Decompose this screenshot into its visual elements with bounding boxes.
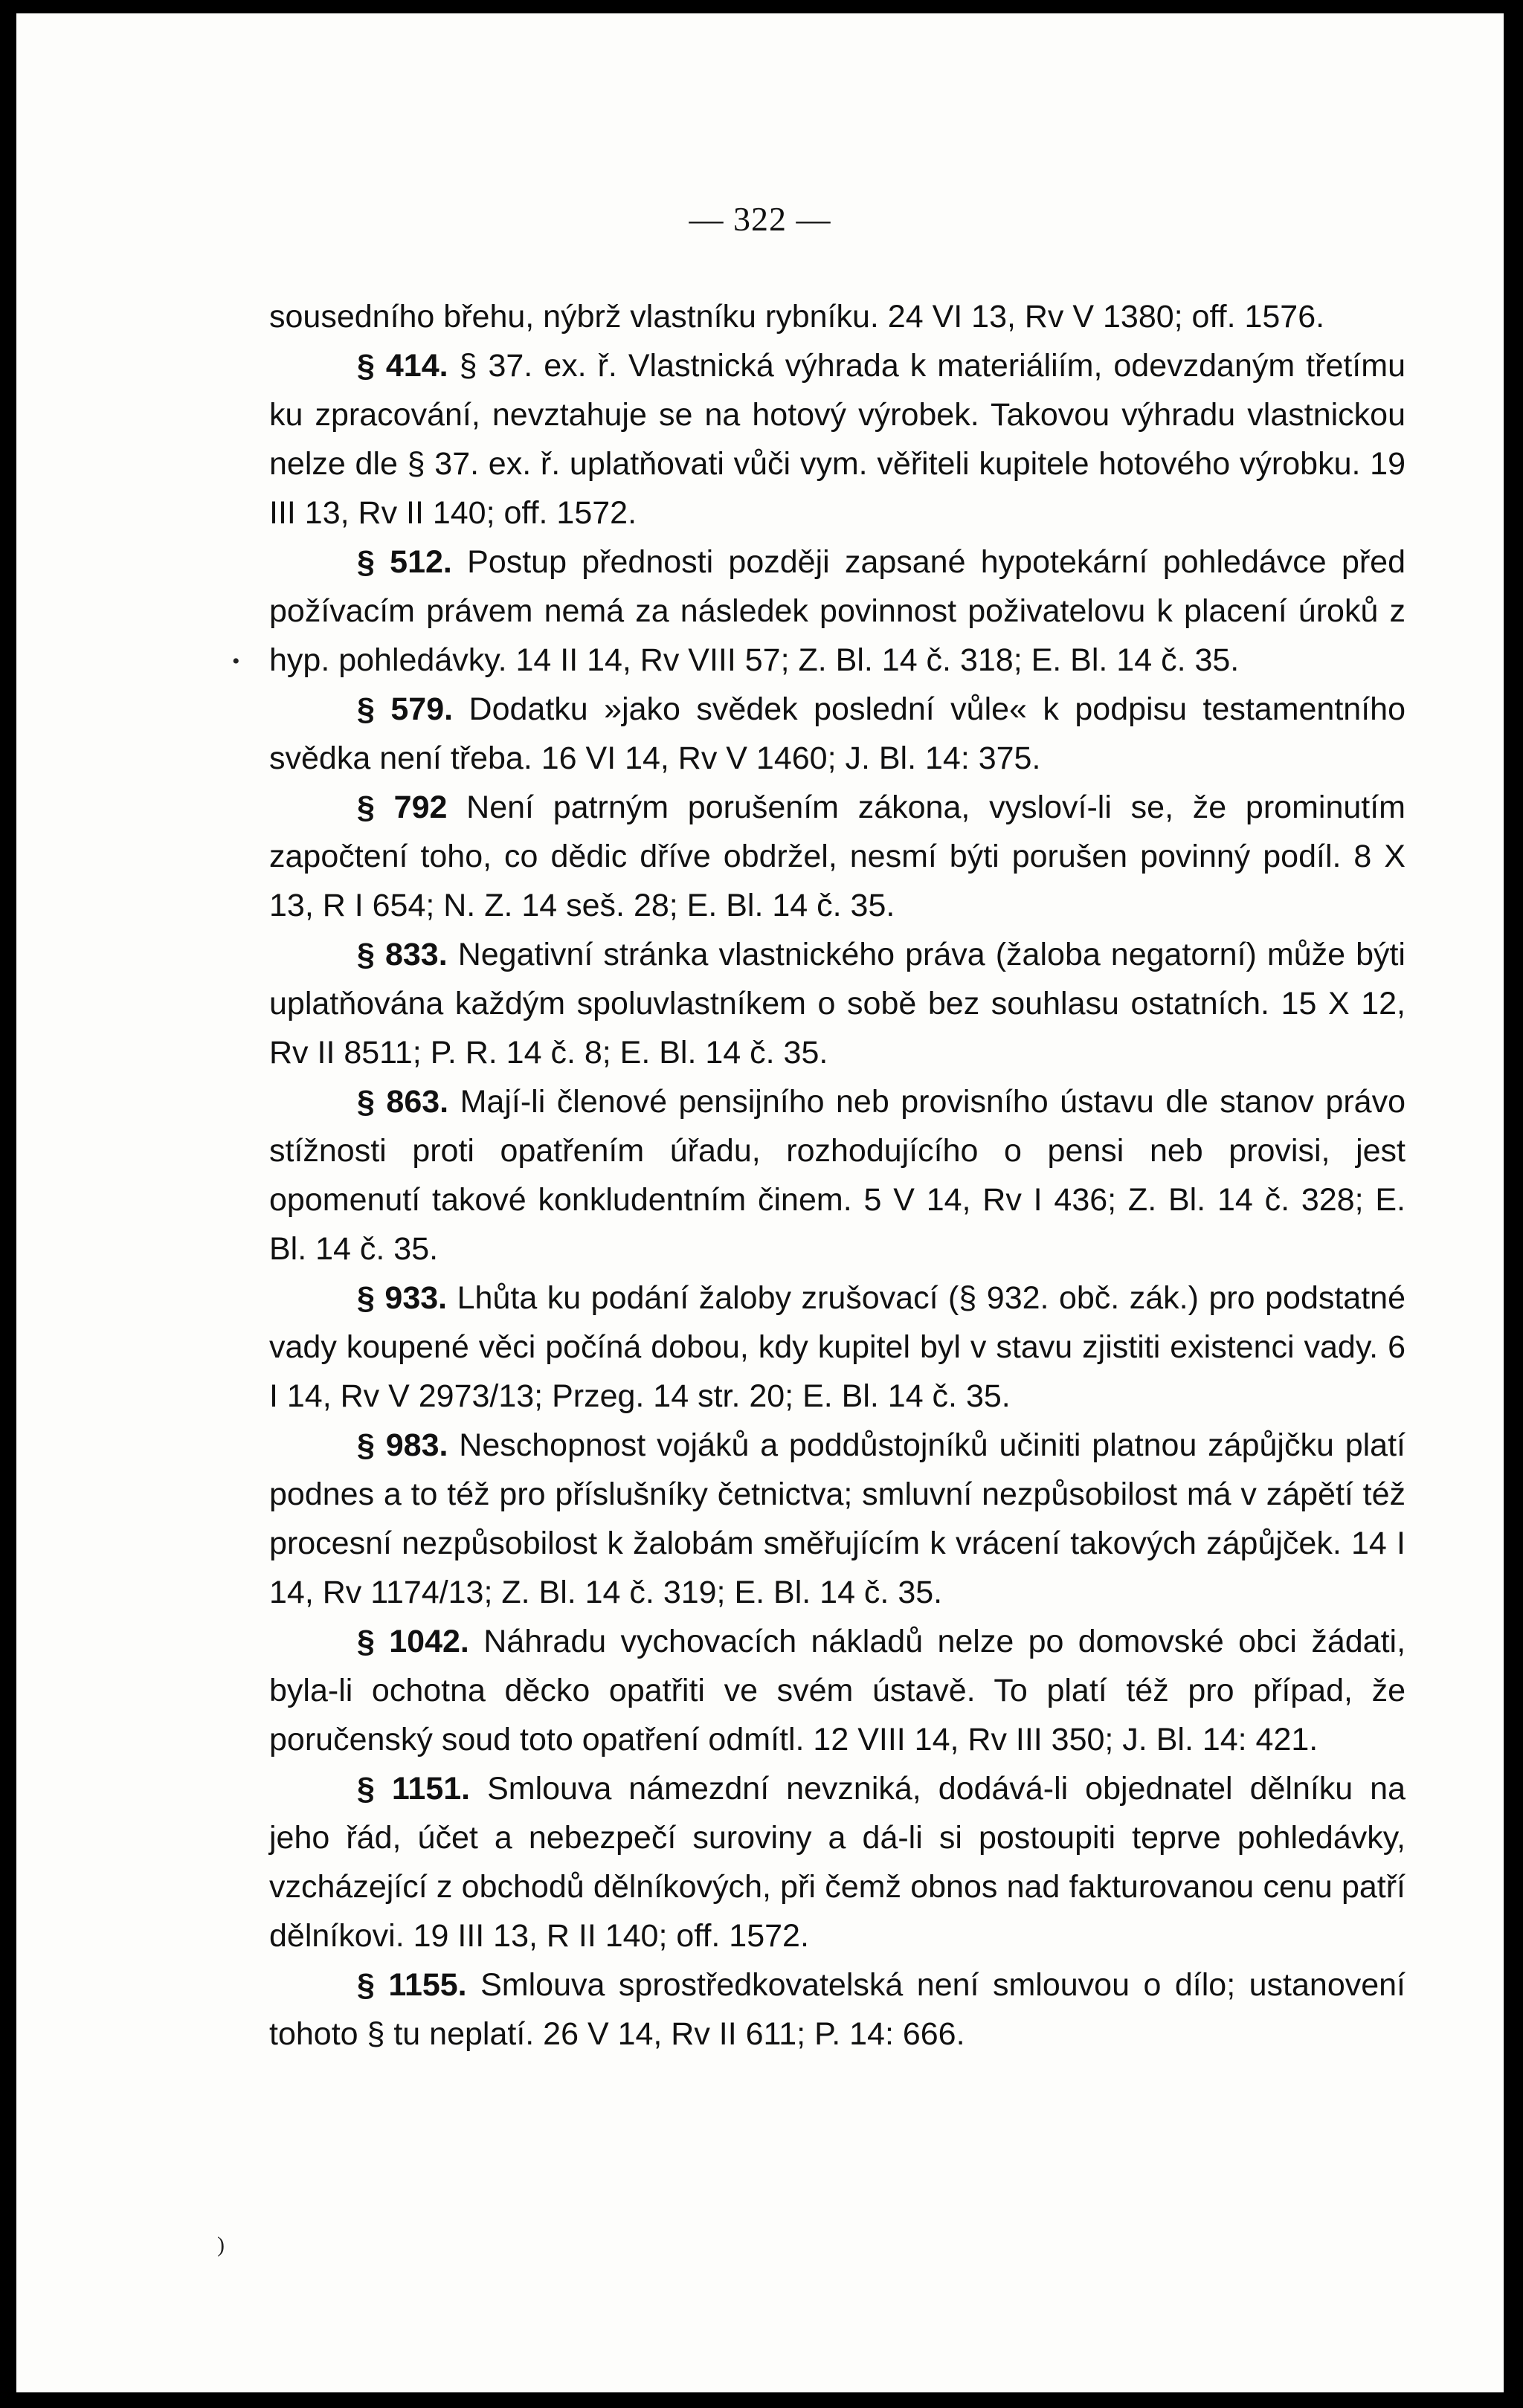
section-number: § 833. xyxy=(357,937,448,972)
page-number: — 322 — xyxy=(689,200,831,238)
section-number: § 1042. xyxy=(357,1624,469,1659)
section-number: § 512. xyxy=(357,544,452,580)
paragraph-text: Smlouva sprostředkovatelská není smlouvou o dílo; ustanovení tohoto § tu neplatí. 26 V 14, Rv II 611; P. 14: 666. xyxy=(269,1967,1406,2052)
paragraph-text: Není patrným porušením zákona, vysloví-li se, že prominutím započtení toho, co dědic dříve obdržel, nesmí býti porušen povinný podíl. 8 X 13, R I 654; N. Z. 14 seš. 28; E. Bl. 14 č. 35. xyxy=(269,790,1406,923)
paragraph-text: Dodatku »jako svědek poslední vůle« k podpisu testamentního svědka není třeba. 16 VI 14, Rv V 1460; J. Bl. 14: 375. xyxy=(269,691,1406,776)
paragraph-section-1155 xyxy=(269,1960,1406,2059)
paragraph-section-1042 xyxy=(269,1617,1406,1764)
paragraph-text: Mají-li členové pensijního neb provisního ústavu dle stanov právo stížnosti proti opatřením úřadu, rozhodujícího o pensi neb provisi, jest opomenutí takové konkludentním činem. 5 V 14, Rv I 436; Z. Bl. 14 č. 328; E. Bl. 14 č. 35. xyxy=(269,1084,1406,1267)
paragraph-text: sousedního břehu, nýbrž vlastníku rybníku. 24 VI 13, Rv V 1380; off. 1576. xyxy=(269,299,1325,335)
paragraph-text: § 37. ex. ř. Vlastnická výhrada k materiáliím, odevzdaným třetímu ku zpracování, nevztahuje se na hotový výrobek. Takovou výhradu vlastnickou nelze dle § 37. ex. ř. uplatňovati vůči vym. věřiteli kupitele hotového výrobku. 19 III 13, Rv II 140; off. 1572. xyxy=(269,348,1406,531)
page-body xyxy=(269,292,1406,2059)
margin-mark: ) xyxy=(217,2233,225,2257)
paragraph-section-792 xyxy=(269,783,1406,930)
margin-mark: • xyxy=(232,649,240,674)
paragraph-continuation xyxy=(269,292,1406,341)
paragraph-text: Postup přednosti později zapsané hypotekární pohledávce před požívacím právem nemá za následek povinnost poživatelovu k placení úroků z hyp. pohledávky. 14 II 14, Rv VIII 57; Z. Bl. 14 č. 318; E. Bl. 14 č. 35. xyxy=(269,544,1406,678)
section-number: § 933. xyxy=(357,1280,448,1316)
paragraph-section-512 xyxy=(269,538,1406,685)
paragraph-section-579 xyxy=(269,685,1406,783)
section-number: § 983. xyxy=(357,1427,448,1463)
paragraph-text: Negativní stránka vlastnického práva (žaloba negatorní) může býti uplatňována každým spoluvlastníkem o sobě bez souhlasu ostatních. 15 X 12, Rv II 8511; P. R. 14 č. 8; E. Bl. 14 č. 35. xyxy=(269,937,1406,1071)
paragraph-section-933 xyxy=(269,1274,1406,1421)
section-number: § 863. xyxy=(357,1084,449,1120)
section-number: § 414. xyxy=(357,348,448,384)
paragraph-section-983 xyxy=(269,1421,1406,1617)
section-number: § 579. xyxy=(357,691,454,727)
paragraph-text: Neschopnost vojáků a poddůstojníků učiniti platnou zápůjčku platí podnes a to též pro příslušníky četnictva; smluvní nezpůsobilost má v zápětí též procesní nezpůsobilost k žalobám směřujícím k vrácení takových zápůjček. 14 I 14, Rv 1174/13; Z. Bl. 14 č. 319; E. Bl. 14 č. 35. xyxy=(269,1427,1406,1610)
paragraph-section-414 xyxy=(269,341,1406,538)
paragraph-text: Náhradu vychovacích nákladů nelze po domovské obci žádati, byla-li ochotna děcko opatřiti ve svém ústavě. To platí též pro případ, že poručenský soud toto opatření odmítl. 12 VIII 14, Rv III 350; J. Bl. 14: 421. xyxy=(269,1624,1406,1757)
paragraph-section-833 xyxy=(269,930,1406,1077)
paragraph-section-863 xyxy=(269,1077,1406,1274)
section-number: § 1155. xyxy=(357,1967,467,2003)
paragraph-section-1151 xyxy=(269,1764,1406,1960)
section-number: § 792 xyxy=(357,790,448,825)
page-sheet xyxy=(16,13,1504,2392)
section-number: § 1151. xyxy=(357,1771,471,1807)
paragraph-text: Smlouva námezdní nevzniká, dodává-li objednatel dělníku na jeho řád, účet a nebezpečí suroviny a dá-li si postoupiti teprve pohledávky, vzcházející z obchodů dělníkových, při čemž obnos nad fakturovanou cenu patří dělníkovi. 19 III 13, R II 140; off. 1572. xyxy=(269,1771,1406,1954)
paragraph-text: Lhůta ku podání žaloby zrušovací (§ 932. obč. zák.) pro podstatné vady koupené věci počíná dobou, kdy kupitel byl v stavu zjistiti existenci vady. 6 I 14, Rv V 2973/13; Przeg. 14 str. 20; E. Bl. 14 č. 35. xyxy=(269,1280,1406,1414)
